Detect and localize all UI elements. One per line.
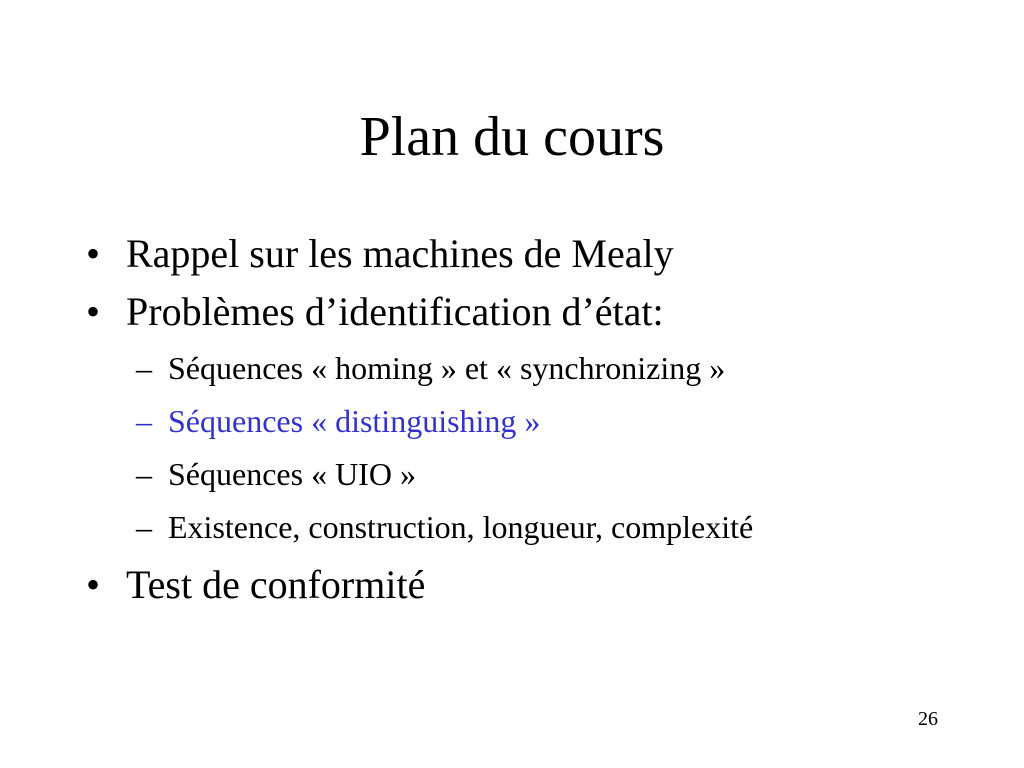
sub-item-existence	[136, 507, 753, 547]
sub-item-text: Séquences « homing » et « synchronizing »	[168, 350, 726, 386]
dash-marker: –	[136, 403, 152, 439]
bullet-marker: •	[86, 289, 101, 334]
dash-marker: –	[136, 509, 152, 545]
bullet-text: Test de conformité	[126, 562, 426, 607]
sub-item-uio	[136, 454, 416, 494]
bullet-item-mealy	[86, 230, 674, 278]
bullet-text: Problèmes d’identification d’état:	[126, 289, 664, 334]
slide-title: Plan du cours	[359, 106, 665, 168]
bullet-marker: •	[86, 231, 101, 276]
bullet-marker: •	[86, 562, 101, 607]
sub-item-distinguishing	[136, 401, 540, 441]
sub-item-text: Existence, construction, longueur, complexité	[168, 509, 754, 545]
sub-item-text: Séquences « distinguishing »	[168, 403, 541, 439]
sub-item-homing	[136, 348, 725, 388]
bullet-item-conformite	[86, 561, 425, 609]
page-number: 26	[918, 708, 938, 730]
bullet-list	[86, 0, 986, 768]
bullet-text: Rappel sur les machines de Mealy	[126, 231, 674, 276]
dash-marker: –	[136, 350, 152, 386]
dash-marker: –	[136, 456, 152, 492]
sub-item-text: Séquences « UIO »	[168, 456, 416, 492]
bullet-item-identification	[86, 288, 664, 336]
